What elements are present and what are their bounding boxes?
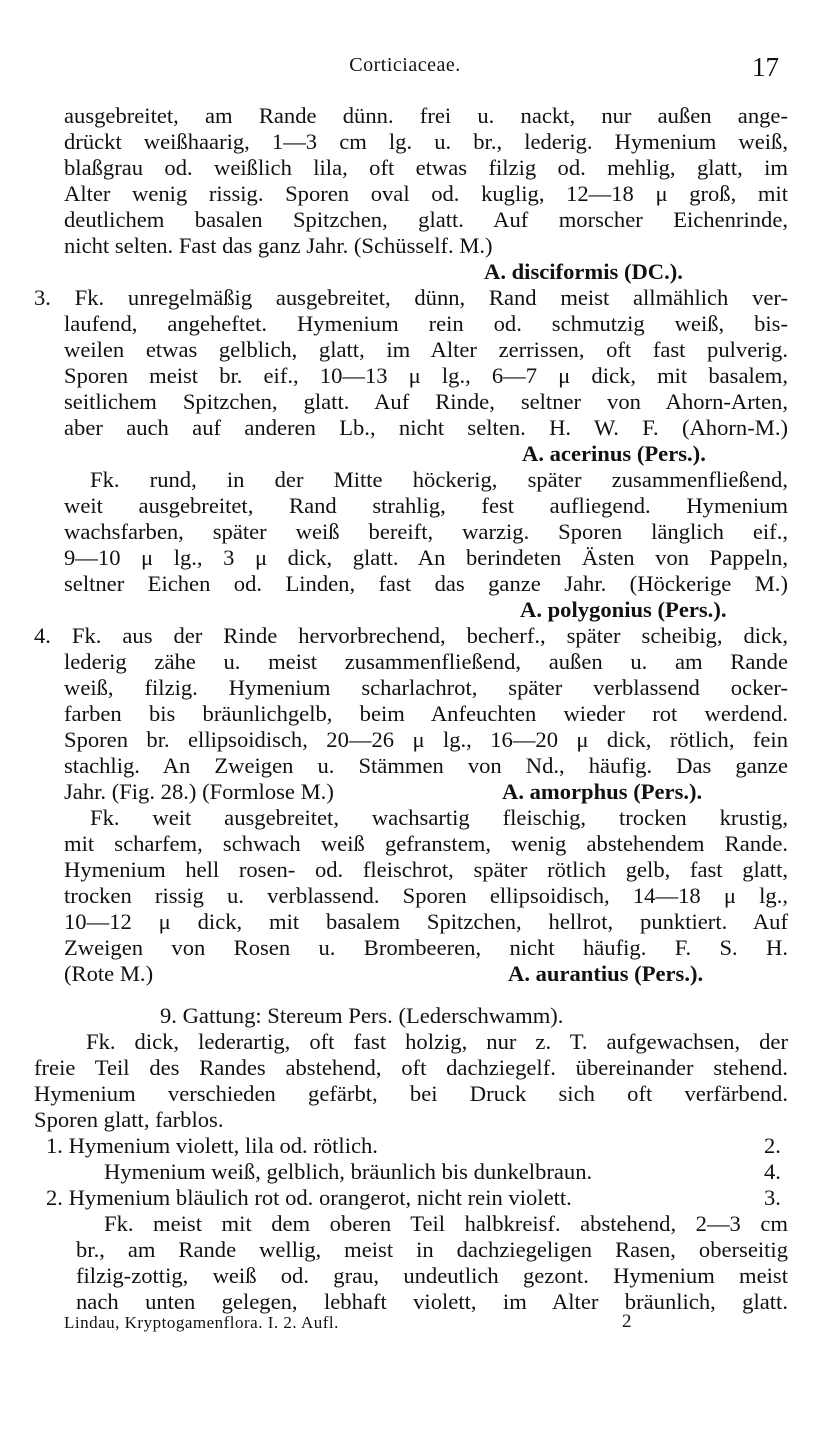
text-line: laufend, angeheftet. Hymenium rein od. schmutzig weiß, bis- (64, 311, 788, 336)
text-line: freie Teil des Randes abstehend, oft dachziegelf. übereinander stehend. (34, 1055, 788, 1080)
text-line: seltner Eichen od. Linden, fast das ganze Jahr. (Höckerige M.) (64, 571, 788, 596)
key-entry-1: 1. Hymenium violett, lila od. rötlich. (46, 1133, 378, 1158)
text-line: lederig zähe u. meist zusammenfließend, außen u. am Rande (64, 649, 788, 674)
key-target: 4. (764, 1159, 781, 1184)
text-line: Fk. dick, lederartig, oft fast holzig, nur z. T. aufgewachsen, der (86, 1029, 788, 1054)
key-target: 3. (764, 1185, 781, 1210)
text-line: Hymenium hell rosen- od. fleischrot, später rötlich gelb, fast glatt, (64, 857, 788, 882)
text-line: blaßgrau od. weißlich lila, oft etwas filzig od. mehlig, glatt, im (64, 155, 788, 180)
text-line: mit scharfem, schwach weiß gefranstem, wenig abstehendem Rande. (64, 831, 788, 856)
text-line: Zweigen von Rosen u. Brombeeren, nicht häufig. F. S. H. (64, 935, 788, 960)
text-line: nach unten gelegen, lebhaft violett, im Alter bräunlich, glatt. (76, 1289, 788, 1314)
text-line: filzig-zottig, weiß od. grau, undeutlich gezont. Hymenium meist (76, 1263, 788, 1288)
text-line: 10—12 μ dick, mit basalem Spitzchen, hellrot, punktiert. Auf (64, 909, 788, 934)
text-line: Hymenium verschieden gefärbt, bei Druck sich oft verfärbend. (34, 1081, 788, 1106)
key-entry-3: 3. Fk. unregelmäßig ausgebreitet, dünn, Rand meist allmählich ver- (34, 285, 788, 310)
page-number: 17 (752, 52, 779, 82)
text-line: stachlig. An Zweigen u. Stämmen von Nd., häufig. Das ganze (64, 753, 788, 778)
key-target: 2. (764, 1133, 781, 1158)
text-line: 9—10 μ lg., 3 μ dick, glatt. An berindeten Ästen von Pappeln, (64, 545, 788, 570)
text-line: weiß, filzig. Hymenium scharlachrot, später verblassend ocker- (64, 675, 788, 700)
text-line: weilen etwas gelblich, glatt, im Alter zerrissen, oft fast pulverig. (64, 337, 788, 362)
text-line: (Rote M.) (64, 961, 154, 986)
text-line: seitlichem Spitzchen, glatt. Auf Rinde, seltner von Ahorn-Arten, (64, 389, 788, 414)
species-name: A. acerinus (Pers.). (522, 441, 706, 466)
text-line: ausgebreitet, am Rande dünn. frei u. nackt, nur außen ange- (64, 103, 788, 128)
key-entry-4: 4. Fk. aus der Rinde hervorbrechend, becherf., später scheibig, dick, (34, 623, 788, 648)
text-line: Fk. weit ausgebreitet, wachsartig fleischig, trocken krustig, (90, 805, 788, 830)
text-line: farben bis bräunlichgelb, beim Anfeuchten wieder rot werdend. (64, 701, 788, 726)
footer-citation: Lindau, Kryptogamenflora. I. 2. Aufl. (64, 1313, 339, 1332)
text-line: Jahr. (Fig. 28.) (Formlose M.) (64, 779, 334, 804)
text-line: nicht selten. Fast das ganz Jahr. (Schüsself. M.) (64, 233, 493, 258)
text-line: weit ausgebreitet, Rand strahlig, fest aufliegend. Hymenium (64, 493, 788, 518)
text-line: Fk. rund, in der Mitte höckerig, später zusammenfließend, (90, 467, 788, 492)
text-line: br., am Rande wellig, meist in dachziegeligen Rasen, oberseitig (76, 1237, 788, 1262)
species-name: A. aurantius (Pers.). (508, 961, 704, 986)
signature-mark: 2 (622, 1311, 632, 1332)
species-name: A. disciformis (DC.). (484, 259, 683, 284)
species-name: A. polygonius (Pers.). (520, 597, 727, 622)
genus-heading: 9. Gattung: Stereum Pers. (Lederschwamm). (160, 1003, 564, 1028)
text-line: Fk. meist mit dem oberen Teil halbkreisf. abstehend, 2—3 cm (104, 1211, 788, 1236)
text-line: Sporen meist br. eif., 10—13 μ lg., 6—7 μ dick, mit basalem, (64, 363, 788, 388)
text-line: Sporen glatt, farblos. (34, 1107, 224, 1132)
text-line: deutlichem basalen Spitzchen, glatt. Auf morscher Eichenrinde, (64, 207, 788, 232)
text-line: aber auch auf anderen Lb., nicht selten. H. W. F. (Ahorn-M.) (64, 415, 788, 440)
text-line: wachsfarben, später weiß bereift, warzig. Sporen länglich eif., (64, 519, 788, 544)
text-line: trocken rissig u. verblassend. Sporen ellipsoidisch, 14—18 μ lg., (64, 883, 788, 908)
running-header: Corticiaceae. (349, 54, 461, 76)
text-line: Sporen br. ellipsoidisch, 20—26 μ lg., 16—20 μ dick, rötlich, fein (64, 727, 788, 752)
text-line: Alter wenig rissig. Sporen oval od. kuglig, 12—18 μ groß, mit (64, 181, 788, 206)
key-entry-1-alt: Hymenium weiß, gelblich, bräunlich bis dunkelbraun. (104, 1159, 593, 1184)
species-name: A. amorphus (Pers.). (502, 779, 703, 804)
text-line: drückt weißhaarig, 1—3 cm lg. u. br., lederig. Hymenium weiß, (64, 129, 788, 154)
key-entry-2: 2. Hymenium bläulich rot od. orangerot, nicht rein violett. (46, 1185, 572, 1210)
